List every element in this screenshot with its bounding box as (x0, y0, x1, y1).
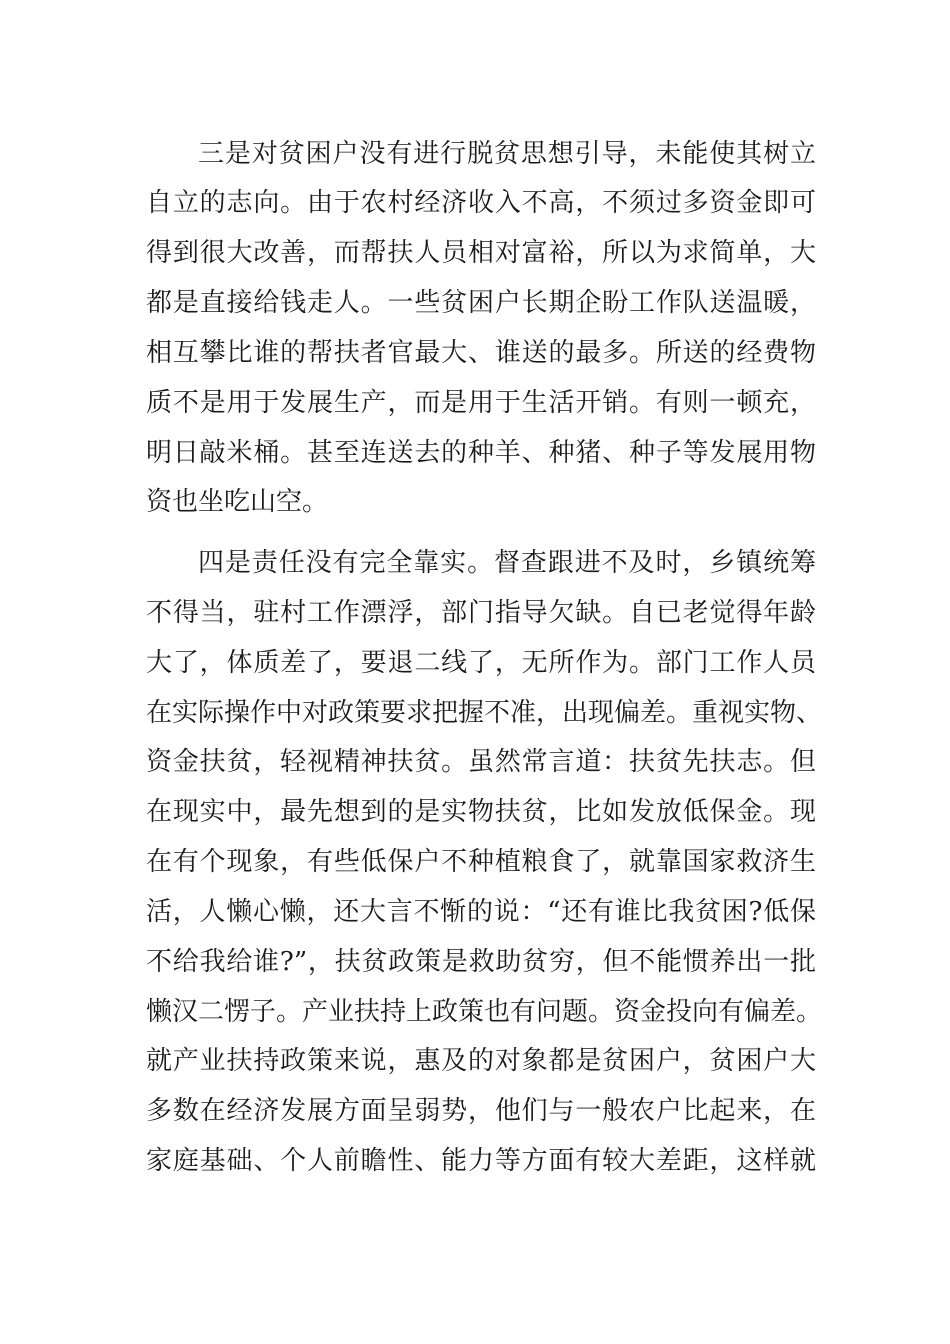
text-line: 不给我给谁?”，扶贫政策是救助贫穷，但不能惯养出一批 (146, 947, 816, 977)
text-line: 懒汉二愣子。产业扶持上政策也有问题。资金投向有偏差。 (146, 997, 823, 1027)
text-line: 明日敲米桶。甚至连送去的种羊、种猪、种子等发展用物 (146, 438, 816, 468)
text-line: 自立的志向。由于农村经济收入不高，不须过多资金即可 (146, 188, 816, 218)
text-line: 多数在经济发展方面呈弱势，他们与一般农户比起来，在 (146, 1096, 816, 1126)
text-line: 三是对贫困户没有进行脱贫思想引导，未能使其树立 (198, 139, 816, 169)
text-line: 不得当，驻村工作漂浮，部门指导欠缺。自已老觉得年龄 (146, 598, 816, 628)
text-line: 活，人懒心懒，还大言不惭的说：“还有谁比我贫困?低保 (146, 897, 816, 927)
text-line: 在实际操作中对政策要求把握不准，出现偏差。重视实物、 (146, 698, 823, 728)
text-line: 资金扶贫，轻视精神扶贫。虽然常言道：扶贫先扶志。但 (146, 747, 816, 777)
text-line: 就产业扶持政策来说，惠及的对象都是贫困户，贫困户大 (146, 1046, 816, 1076)
text-line: 大了，体质差了，要退二线了，无所作为。部门工作人员 (146, 648, 816, 678)
text-line: 质不是用于发展生产，而是用于生活开销。有则一顿充， (146, 388, 816, 418)
text-line: 四是责任没有完全靠实。督查跟进不及时，乡镇统筹 (198, 548, 816, 578)
text-line: 都是直接给钱走人。一些贫困户长期企盼工作队送温暖， (146, 288, 816, 318)
text-line: 在有个现象，有些低保户不种植粮食了，就靠国家救济生 (146, 847, 816, 877)
text-line: 在现实中，最先想到的是实物扶贫，比如发放低保金。现 (146, 797, 816, 827)
text-line: 家庭基础、个人前瞻性、能力等方面有较大差距，这样就 (146, 1146, 816, 1176)
text-line: 得到很大改善，而帮扶人员相对富裕，所以为求简单，大 (146, 238, 816, 268)
text-line: 资也坐吃山空。 (146, 487, 329, 517)
text-line: 相互攀比谁的帮扶者官最大、谁送的最多。所送的经费物 (146, 338, 816, 368)
